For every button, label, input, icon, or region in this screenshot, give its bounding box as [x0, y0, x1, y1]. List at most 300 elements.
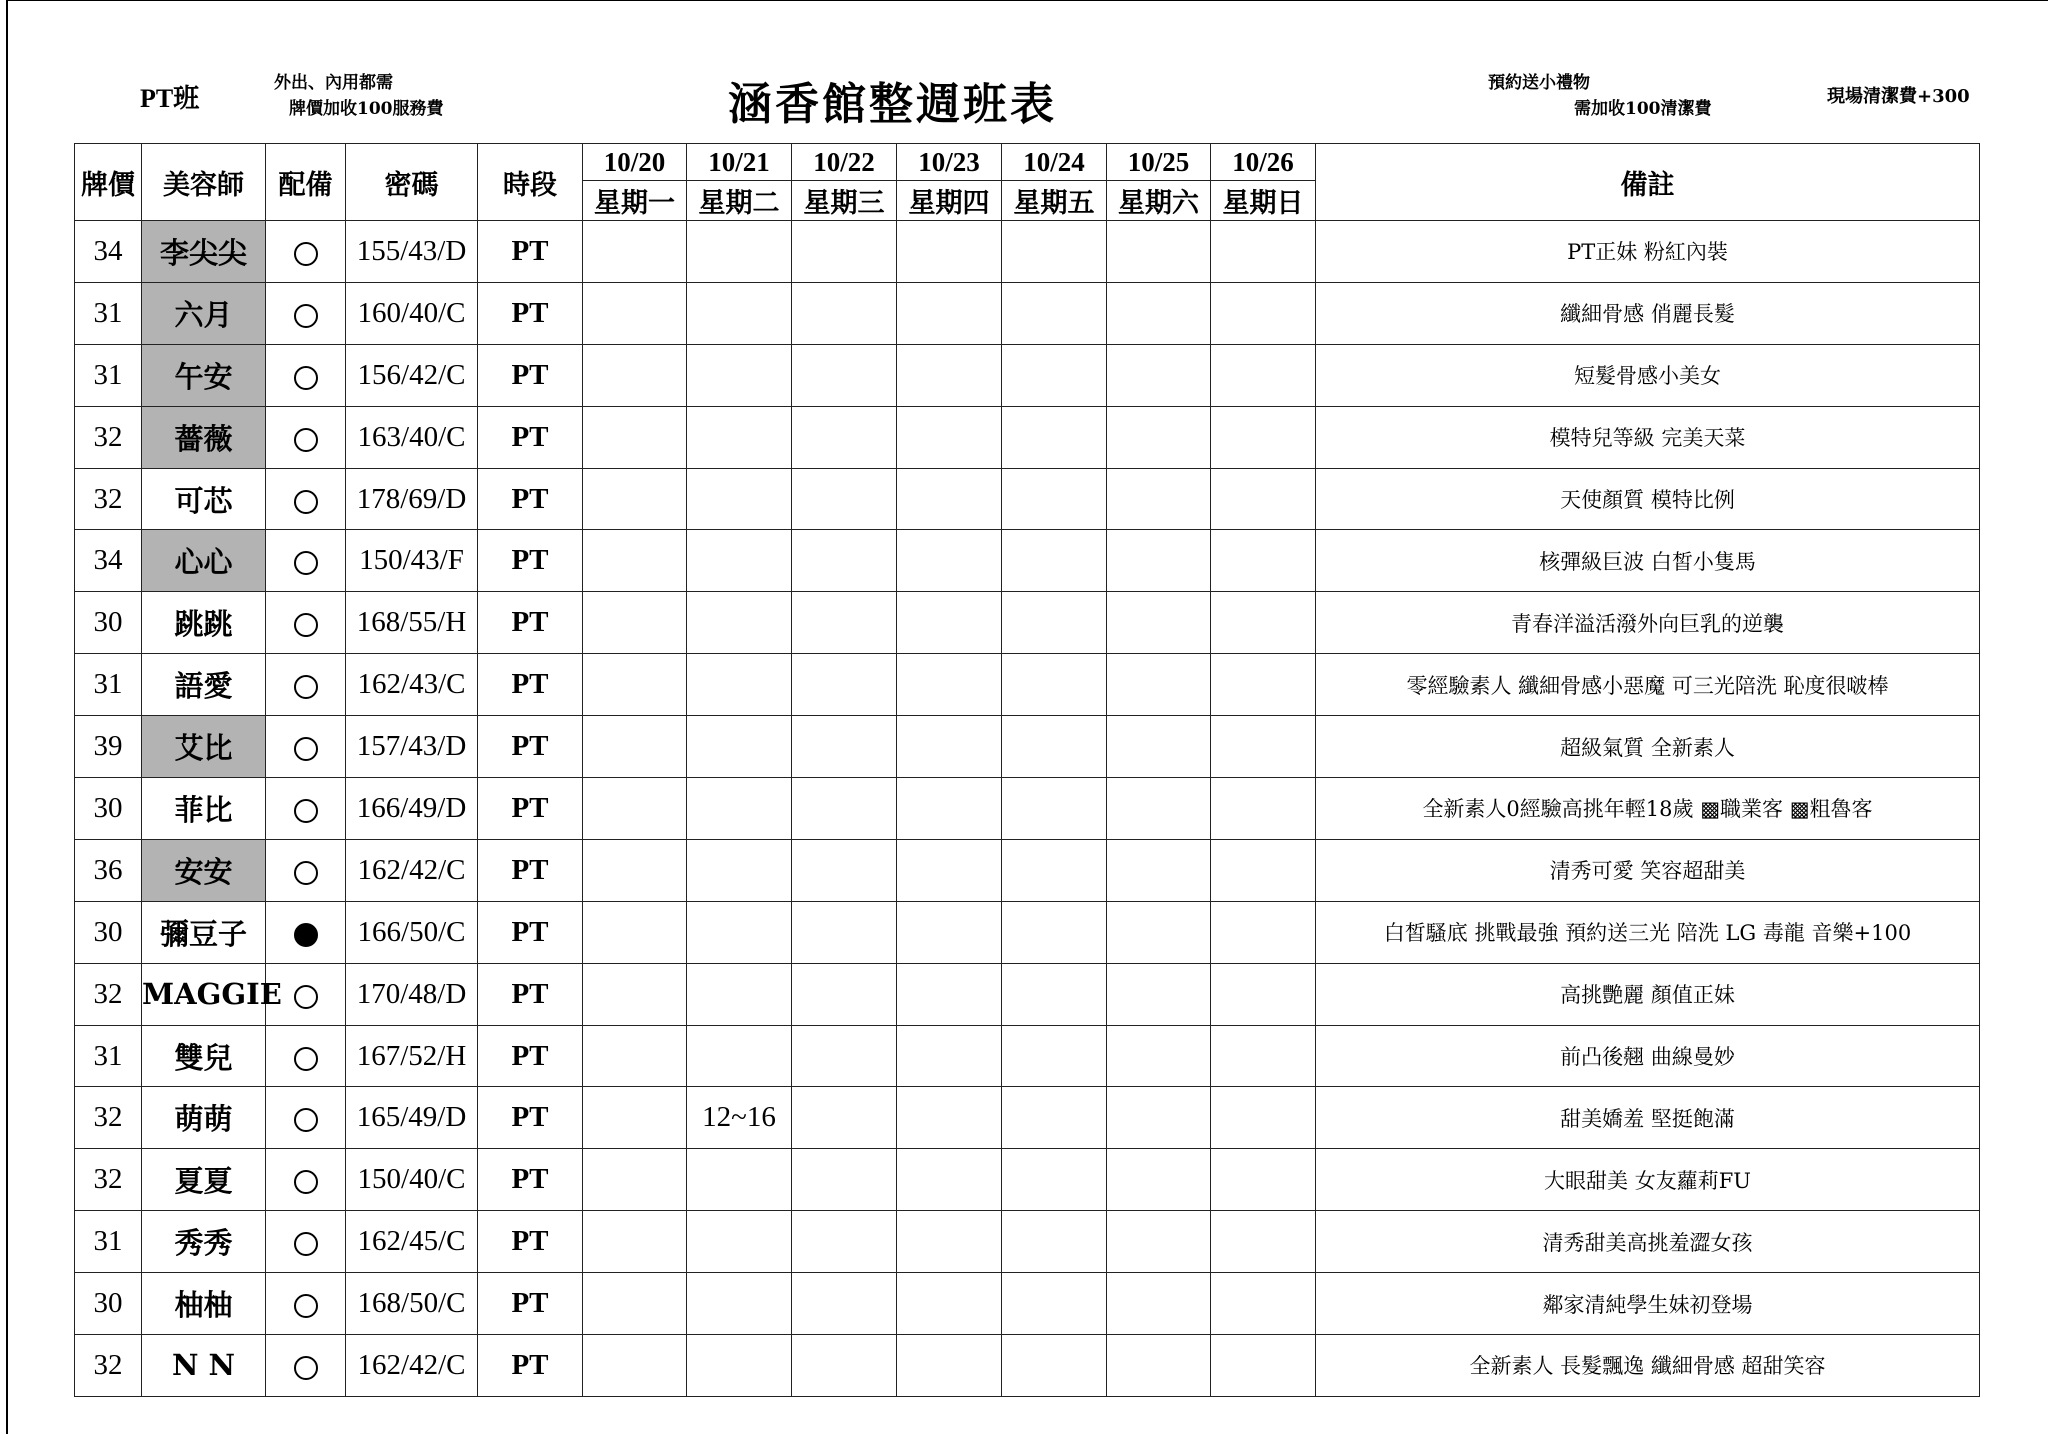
remark-cell: 天使顏質 模特比例 [1316, 468, 1980, 530]
beautician-name: 心心 [142, 530, 266, 592]
open-circle-icon [294, 1047, 318, 1071]
table-row [75, 839, 1980, 901]
day-slot-cell [583, 1211, 687, 1273]
col-header-remark: 備註 [1316, 144, 1980, 221]
col-header-code: 密碼 [346, 144, 478, 221]
equip-cell [266, 654, 346, 716]
col-header-price: 牌價 [75, 144, 142, 221]
price-cell: 32 [75, 963, 142, 1025]
day-slot-cell [1211, 716, 1316, 778]
day-slot-cell [897, 778, 1002, 840]
beautician-name: 彌豆子 [142, 901, 266, 963]
day-slot-cell [687, 716, 792, 778]
table-row [75, 1335, 1980, 1397]
price-cell: 32 [75, 468, 142, 530]
day-slot-cell [792, 778, 897, 840]
day-slot-cell [687, 406, 792, 468]
code-cell: 166/50/C [346, 901, 478, 963]
period-cell: PT [478, 716, 583, 778]
beautician-name: 可芯 [142, 468, 266, 530]
code-cell: 165/49/D [346, 1087, 478, 1149]
equip-cell [266, 1149, 346, 1211]
price-cell: 31 [75, 1211, 142, 1273]
col-header-equip: 配備 [266, 144, 346, 221]
table-row [75, 778, 1980, 840]
day-slot-cell [583, 778, 687, 840]
day-slot-cell [583, 468, 687, 530]
day-slot-cell [1211, 406, 1316, 468]
code-cell: 150/43/F [346, 530, 478, 592]
day-slot-cell [792, 282, 897, 344]
day-slot-cell [1002, 1025, 1107, 1087]
remark-cell: 全新素人 長髮飄逸 纖細骨感 超甜笑容 [1316, 1335, 1980, 1397]
code-cell: 160/40/C [346, 282, 478, 344]
table-row [75, 963, 1980, 1025]
col-header-date: 10/20 [583, 144, 687, 181]
day-slot-cell [1002, 1273, 1107, 1335]
day-slot-cell [1211, 530, 1316, 592]
equip-cell [266, 1335, 346, 1397]
remark-cell: 模特兒等級 完美天菜 [1316, 406, 1980, 468]
day-slot-cell [1002, 468, 1107, 530]
open-circle-icon [294, 1170, 318, 1194]
price-cell: 30 [75, 592, 142, 654]
day-slot-cell [687, 963, 792, 1025]
code-cell: 150/40/C [346, 1149, 478, 1211]
equip-cell [266, 778, 346, 840]
price-cell: 31 [75, 282, 142, 344]
day-slot-cell [897, 839, 1002, 901]
price-cell: 36 [75, 839, 142, 901]
equip-cell [266, 592, 346, 654]
day-slot-cell [1211, 1335, 1316, 1397]
table-row [75, 1273, 1980, 1335]
remark-cell: PT正妹 粉紅內裝 [1316, 221, 1980, 283]
day-slot-cell [792, 1149, 897, 1211]
day-slot-cell [583, 963, 687, 1025]
day-slot-cell [1211, 1149, 1316, 1211]
beautician-name: 菲比 [142, 778, 266, 840]
day-slot-cell [792, 839, 897, 901]
beautician-name: 夏夏 [142, 1149, 266, 1211]
table-row [75, 1211, 1980, 1273]
day-slot-cell [1002, 963, 1107, 1025]
day-slot-cell [897, 654, 1002, 716]
price-cell: 31 [75, 344, 142, 406]
day-slot-cell [1002, 1149, 1107, 1211]
day-slot-cell [792, 221, 897, 283]
day-slot-cell [1002, 901, 1107, 963]
remark-cell: 前凸後翹 曲線曼妙 [1316, 1025, 1980, 1087]
beautician-name: 萌萌 [142, 1087, 266, 1149]
day-slot-cell [1002, 344, 1107, 406]
col-header-period: 時段 [478, 144, 583, 221]
period-cell: PT [478, 344, 583, 406]
day-slot-cell [897, 1273, 1002, 1335]
code-cell: 162/42/C [346, 839, 478, 901]
day-slot-cell [1107, 221, 1211, 283]
day-slot-cell [1211, 592, 1316, 654]
code-cell: 178/69/D [346, 468, 478, 530]
table-row [75, 468, 1980, 530]
open-circle-icon [294, 737, 318, 761]
period-cell: PT [478, 406, 583, 468]
period-cell: PT [478, 839, 583, 901]
table-row [75, 716, 1980, 778]
col-header-date: 10/23 [897, 144, 1002, 181]
remark-cell: 高挑艷麗 顏值正妹 [1316, 963, 1980, 1025]
day-slot-cell [1107, 1211, 1211, 1273]
period-cell: PT [478, 530, 583, 592]
day-slot-cell [1107, 406, 1211, 468]
open-circle-icon [294, 613, 318, 637]
day-slot-cell [1107, 1273, 1211, 1335]
day-slot-cell [687, 530, 792, 592]
day-slot-cell [792, 1273, 897, 1335]
day-slot-cell [792, 468, 897, 530]
day-slot-cell [687, 778, 792, 840]
day-slot-cell [897, 468, 1002, 530]
day-slot-cell [792, 716, 897, 778]
open-circle-icon [294, 242, 318, 266]
remark-cell: 短髮骨感小美女 [1316, 344, 1980, 406]
day-slot-cell [1211, 468, 1316, 530]
day-slot-cell [1211, 839, 1316, 901]
day-slot-cell [897, 592, 1002, 654]
day-slot-cell [687, 654, 792, 716]
day-slot-cell [583, 592, 687, 654]
day-slot-cell [1211, 778, 1316, 840]
beautician-name: 艾比 [142, 716, 266, 778]
remark-cell: 核彈級巨波 白皙小隻馬 [1316, 530, 1980, 592]
day-slot-cell [897, 1149, 1002, 1211]
table-row [75, 221, 1980, 283]
code-cell: 156/42/C [346, 344, 478, 406]
code-cell: 162/42/C [346, 1335, 478, 1397]
day-slot-cell [1107, 344, 1211, 406]
price-cell: 32 [75, 406, 142, 468]
day-slot-cell [1002, 1335, 1107, 1397]
day-slot-cell [687, 282, 792, 344]
col-header-date: 10/21 [687, 144, 792, 181]
day-slot-cell [1211, 1087, 1316, 1149]
page-title: 涵香館整週班表 [728, 79, 1057, 130]
day-slot-cell [1107, 1335, 1211, 1397]
remark-cell: 超級氣質 全新素人 [1316, 716, 1980, 778]
beautician-name: 柚柚 [142, 1273, 266, 1335]
col-header-weekday: 星期六 [1107, 181, 1211, 221]
code-cell: 163/40/C [346, 406, 478, 468]
equip-cell [266, 1025, 346, 1087]
day-slot-cell [792, 406, 897, 468]
day-slot-cell [1107, 1149, 1211, 1211]
price-cell: 32 [75, 1149, 142, 1211]
day-slot-cell [897, 344, 1002, 406]
booking-gift-note-line1: 預約送小禮物 [1488, 73, 1590, 93]
price-cell: 32 [75, 1087, 142, 1149]
day-slot-cell [1211, 282, 1316, 344]
table-row [75, 530, 1980, 592]
day-slot-cell [583, 406, 687, 468]
remark-cell: 清秀甜美高挑羞澀女孩 [1316, 1211, 1980, 1273]
day-slot-cell [897, 530, 1002, 592]
open-circle-icon [294, 428, 318, 452]
beautician-name: 安安 [142, 839, 266, 901]
col-header-beautician: 美容師 [142, 144, 266, 221]
open-circle-icon [294, 551, 318, 575]
day-slot-cell [792, 530, 897, 592]
header-row-dates [75, 144, 1980, 181]
price-cell: 31 [75, 654, 142, 716]
booking-gift-note-line2: 需加收100清潔費 [1574, 99, 1712, 119]
col-header-weekday: 星期三 [792, 181, 897, 221]
service-fee-note-line2: 牌價加收100服務費 [289, 99, 444, 119]
table-row [75, 901, 1980, 963]
period-cell: PT [478, 1211, 583, 1273]
col-header-date: 10/26 [1211, 144, 1316, 181]
period-cell: PT [478, 1087, 583, 1149]
open-circle-icon [294, 861, 318, 885]
day-slot-cell [1002, 1211, 1107, 1273]
day-slot-cell [583, 530, 687, 592]
col-header-weekday: 星期一 [583, 181, 687, 221]
price-cell: 32 [75, 1335, 142, 1397]
day-slot-cell [1211, 901, 1316, 963]
day-slot-cell [792, 1335, 897, 1397]
day-slot-cell [897, 1087, 1002, 1149]
weekly-schedule-table [74, 143, 1980, 1397]
day-slot-cell [897, 1211, 1002, 1273]
day-slot-cell [1107, 468, 1211, 530]
remark-cell: 青春洋溢活潑外向巨乳的逆襲 [1316, 592, 1980, 654]
day-slot-cell [1107, 901, 1211, 963]
table-row [75, 1149, 1980, 1211]
day-slot-cell [792, 654, 897, 716]
equip-cell [266, 282, 346, 344]
price-cell: 34 [75, 221, 142, 283]
day-slot-cell [1107, 778, 1211, 840]
day-slot-cell [1002, 716, 1107, 778]
equip-cell [266, 1087, 346, 1149]
period-cell: PT [478, 592, 583, 654]
day-slot-cell [897, 1025, 1002, 1087]
price-cell: 30 [75, 778, 142, 840]
day-slot-cell [687, 592, 792, 654]
code-cell: 155/43/D [346, 221, 478, 283]
day-slot-cell [792, 901, 897, 963]
day-slot-cell [583, 1087, 687, 1149]
equip-cell [266, 901, 346, 963]
equip-cell [266, 839, 346, 901]
day-slot-cell [792, 344, 897, 406]
col-header-weekday: 星期二 [687, 181, 792, 221]
schedule-body [75, 221, 1980, 1397]
day-slot-cell [792, 1211, 897, 1273]
col-header-date: 10/25 [1107, 144, 1211, 181]
day-slot-cell [583, 901, 687, 963]
open-circle-icon [294, 366, 318, 390]
open-circle-icon [294, 675, 318, 699]
period-cell: PT [478, 221, 583, 283]
day-slot-cell [583, 1025, 687, 1087]
beautician-name: 雙兒 [142, 1025, 266, 1087]
day-slot-cell [583, 344, 687, 406]
day-slot-cell [687, 1149, 792, 1211]
price-cell: 30 [75, 901, 142, 963]
code-cell: 162/43/C [346, 654, 478, 716]
table-row [75, 344, 1980, 406]
day-slot-cell [1002, 654, 1107, 716]
table-row [75, 654, 1980, 716]
period-cell: PT [478, 654, 583, 716]
day-slot-cell [583, 1273, 687, 1335]
day-slot-cell [1211, 1211, 1316, 1273]
day-slot-cell [897, 221, 1002, 283]
service-fee-note-line1: 外出、內用都需 [274, 73, 393, 93]
day-slot-cell [687, 1025, 792, 1087]
code-cell: 167/52/H [346, 1025, 478, 1087]
day-slot-cell [687, 1335, 792, 1397]
day-slot-cell [1002, 221, 1107, 283]
equip-cell [266, 716, 346, 778]
equip-cell [266, 406, 346, 468]
day-slot-cell [583, 654, 687, 716]
remark-cell: 大眼甜美 女友蘿莉FU [1316, 1149, 1980, 1211]
beautician-name: 李尖尖 [142, 221, 266, 283]
table-row [75, 1025, 1980, 1087]
col-header-weekday: 星期五 [1002, 181, 1107, 221]
remark-cell: 零經驗素人 纖細骨感小惡魔 可三光陪洗 恥度很啵棒 [1316, 654, 1980, 716]
day-slot-cell [1107, 592, 1211, 654]
price-cell: 34 [75, 530, 142, 592]
price-cell: 30 [75, 1273, 142, 1335]
day-slot-cell [1211, 654, 1316, 716]
beautician-name: MAGGIE [142, 963, 266, 1025]
day-slot-cell [1211, 963, 1316, 1025]
day-slot-cell [687, 344, 792, 406]
day-slot-cell [687, 1211, 792, 1273]
day-slot-cell: 12~16 [687, 1087, 792, 1149]
remark-cell: 甜美嬌羞 堅挺飽滿 [1316, 1087, 1980, 1149]
day-slot-cell [583, 716, 687, 778]
period-cell: PT [478, 1335, 583, 1397]
day-slot-cell [897, 406, 1002, 468]
day-slot-cell [1002, 530, 1107, 592]
remark-cell: 鄰家清純學生妹初登場 [1316, 1273, 1980, 1335]
day-slot-cell [1211, 344, 1316, 406]
table-row [75, 406, 1980, 468]
day-slot-cell [1107, 839, 1211, 901]
price-cell: 39 [75, 716, 142, 778]
day-slot-cell [1002, 592, 1107, 654]
open-circle-icon [294, 490, 318, 514]
day-slot-cell [1002, 778, 1107, 840]
day-slot-cell [897, 282, 1002, 344]
period-cell: PT [478, 778, 583, 840]
day-slot-cell [1002, 839, 1107, 901]
day-slot-cell [687, 468, 792, 530]
day-slot-cell [1107, 654, 1211, 716]
code-cell: 168/55/H [346, 592, 478, 654]
col-header-weekday: 星期日 [1211, 181, 1316, 221]
equip-cell [266, 468, 346, 530]
open-circle-icon [294, 1356, 318, 1380]
day-slot-cell [583, 1335, 687, 1397]
remark-cell: 清秀可愛 笑容超甜美 [1316, 839, 1980, 901]
class-label: PT班 [140, 84, 200, 113]
day-slot-cell [897, 716, 1002, 778]
code-cell: 168/50/C [346, 1273, 478, 1335]
period-cell: PT [478, 963, 583, 1025]
day-slot-cell [583, 221, 687, 283]
col-header-date: 10/22 [792, 144, 897, 181]
day-slot-cell [1107, 1025, 1211, 1087]
price-cell: 31 [75, 1025, 142, 1087]
equip-cell [266, 1273, 346, 1335]
equip-cell [266, 344, 346, 406]
day-slot-cell [1211, 1273, 1316, 1335]
equip-cell [266, 530, 346, 592]
day-slot-cell [897, 1335, 1002, 1397]
code-cell: 170/48/D [346, 963, 478, 1025]
period-cell: PT [478, 282, 583, 344]
code-cell: 166/49/D [346, 778, 478, 840]
beautician-name: 薔薇 [142, 406, 266, 468]
open-circle-icon [294, 1108, 318, 1132]
day-slot-cell [1002, 1087, 1107, 1149]
day-slot-cell [1107, 530, 1211, 592]
day-slot-cell [687, 1273, 792, 1335]
code-cell: 157/43/D [346, 716, 478, 778]
equip-cell [266, 221, 346, 283]
day-slot-cell [1211, 221, 1316, 283]
period-cell: PT [478, 468, 583, 530]
day-slot-cell [792, 963, 897, 1025]
day-slot-cell [583, 839, 687, 901]
day-slot-cell [792, 592, 897, 654]
remark-cell: 全新素人0經驗高挑年輕18歲 ▩職業客 ▩粗魯客 [1316, 778, 1980, 840]
open-circle-icon [294, 1232, 318, 1256]
open-circle-icon [294, 985, 318, 1009]
table-row [75, 1087, 1980, 1149]
day-slot-cell [1002, 282, 1107, 344]
open-circle-icon [294, 799, 318, 823]
beautician-name: 午安 [142, 344, 266, 406]
table-row [75, 592, 1980, 654]
beautician-name: 語愛 [142, 654, 266, 716]
open-circle-icon [294, 1294, 318, 1318]
day-slot-cell [583, 282, 687, 344]
remark-cell: 纖細骨感 俏麗長髮 [1316, 282, 1980, 344]
beautician-name: 跳跳 [142, 592, 266, 654]
col-header-date: 10/24 [1002, 144, 1107, 181]
open-circle-icon [294, 304, 318, 328]
day-slot-cell [897, 901, 1002, 963]
day-slot-cell [1211, 1025, 1316, 1087]
period-cell: PT [478, 1025, 583, 1087]
remark-cell: 白皙騷底 挑戰最強 預約送三光 陪洗 LG 毒龍 音樂+100 [1316, 901, 1980, 963]
period-cell: PT [478, 901, 583, 963]
day-slot-cell [792, 1087, 897, 1149]
col-header-weekday: 星期四 [897, 181, 1002, 221]
period-cell: PT [478, 1273, 583, 1335]
beautician-name: 六月 [142, 282, 266, 344]
day-slot-cell [1107, 716, 1211, 778]
beautician-name: N N [142, 1335, 266, 1397]
day-slot-cell [897, 963, 1002, 1025]
day-slot-cell [1107, 1087, 1211, 1149]
day-slot-cell [583, 1149, 687, 1211]
